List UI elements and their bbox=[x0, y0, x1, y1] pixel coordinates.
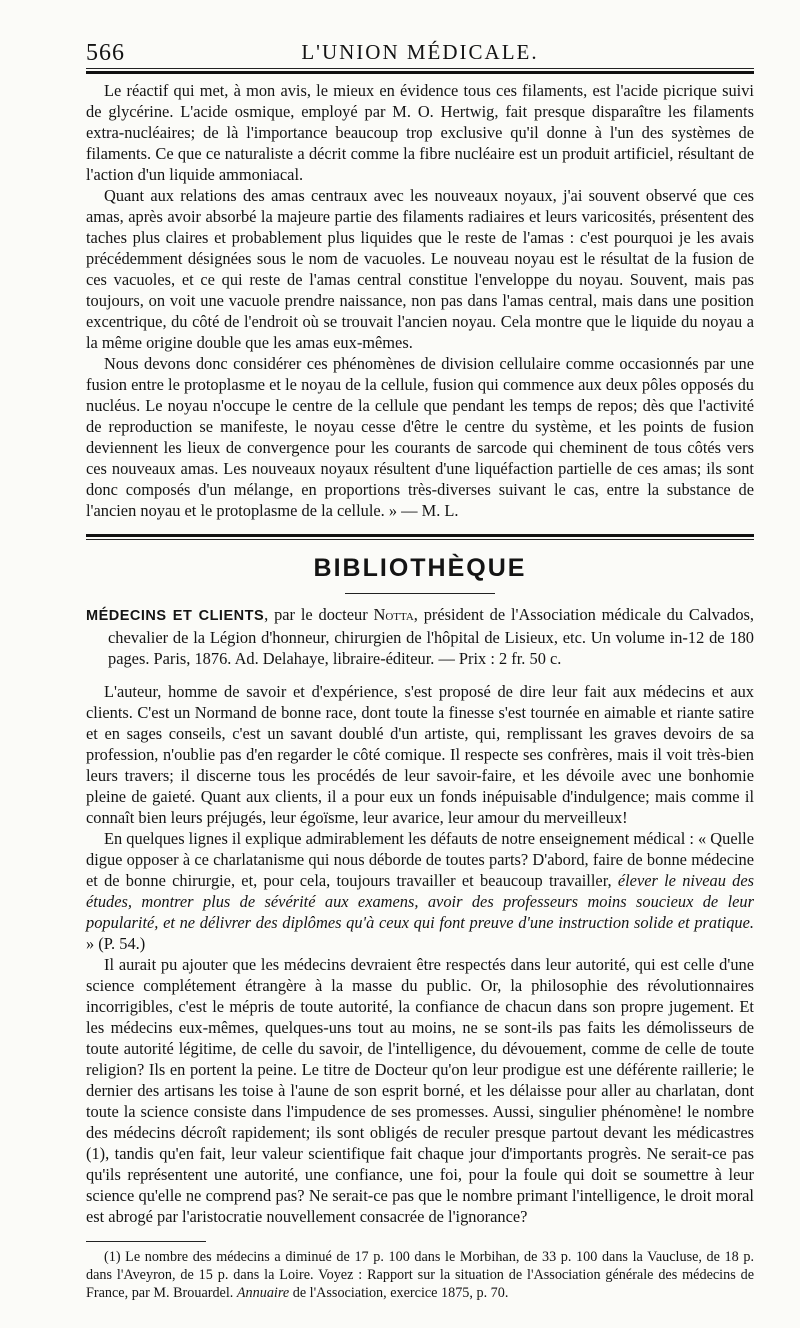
header-rule-thin bbox=[86, 68, 754, 69]
running-title: L'UNION MÉDICALE. bbox=[301, 40, 539, 64]
footnote-rule bbox=[86, 1241, 206, 1242]
article-paragraph: Quant aux relations des amas centraux avec les nouveaux noyaux, j'ai souvent observé que ces amas, après avoir absorbé la majeure partie des filaments radiaires et leurs varicosités, présentent des taches plus claires et probablement plus liquides que le reste de l'amas : c'est pourquoi je les avais précédemment désignées sous le nom de vacuoles. Le nouveau noyau est le résultat de la fusion de ces vacuoles, et ce qui reste de l'amas central constitue l'enveloppe du noyau. Souvent, mais pas toujours, on voit une vacuole prendre naissance, non pas dans l'amas central, mais dans une position excentrique, du côté de l'endroit où se trouvait l'ancien noyau. Cela montre que le liquide du noyau a la même origine double que les amas eux-mêmes. bbox=[86, 186, 754, 352]
section-heading bbox=[86, 554, 754, 583]
review-paragraph: Il aurait pu ajouter que les médecins devraient être respectés dans leur autorité, qui est celle d'une science complétement étrangère à la masse du public. Or, la philosophie des révolutionnaires incorrigibles, c'est le mépris de toute autorité, la confiance de chacun dans son propre jugement. Et les médecins eux-mêmes, quelques-uns tout au moins, ne se sont-ils pas faits les démolisseurs de toute autorité légitime, de celle du savoir, de l'intelligence, du dévouement, comme de celle de toute religion? Ils en portent la peine. Le titre de Docteur qu'on leur prodigue est une déférente raillerie; le dernier des artisans les toise à l'aune de son esprit borné, et les délaisse pour aller au charlatan, dont toute la science consiste dans l'impudence de ses promesses. Aussi, singulier phénomène! le nombre des médecins décroît rapidement; ils sont obligés de reculer presque partout devant les médicastres (1), tandis qu'en fait, leur valeur scientifique fait chaque jour d'importants progrès. Ne serait-ce pas qu'ils représentent une autorité, une confiance, une foi, pour la foule qui doit se soumettre à leur science qu'elle ne comprend pas? Ne serait-ce pas que le nombre primant l'intelligence, le droit moral est abrogé par l'aristocratie nouvellement consacrée de l'ignorance? bbox=[86, 955, 754, 1226]
review-text: En quelques lignes il explique admirablement les défauts de notre enseignement médical : « Quelle digue opposer à ce charlatanisme qui nous déborde de toutes parts? D'abord, faire de bonne médecine et de bonne chirurgie, et, pour cela, toujours travailler et beaucoup travailler, bbox=[86, 829, 754, 890]
review-quote-italic: élever le niveau des études, montrer plus de sévérité aux examens, avoir des professeurs moins soucieux de leur popularité, et ne délivrer des diplômes qu'à ceux qui font preuve d'une instruction solide et pratique. bbox=[86, 871, 754, 932]
footnote-text-end: de l'Association, exercice 1875, p. 70. bbox=[289, 1285, 509, 1301]
section-title-rule bbox=[345, 593, 495, 594]
book-details: , président de l'Association médicale du Calvados, chevalier de la Légion d'honneur, chirurgien de l'hôpital de Lisieux, etc. Un volume in-12 de 180 pages. Paris, 1876. Ad. Delahaye, libraire-éditeur. — Prix : 2 fr. 50 c. bbox=[108, 605, 755, 668]
book-details-prefix: , par le docteur bbox=[264, 605, 374, 624]
review-citation: » (P. 54.) bbox=[86, 934, 146, 953]
footnote-text: (1) Le nombre des médecins a diminué de 17 p. 100 dans le Morbihan, de 33 p. 100 dans la Vaucluse, de 18 p. dans l'Aveyron, de 15 p. dans la Loire. Voyez : Rapport sur la situation de l'Association générale des médecins de France, par M. Brouardel. bbox=[86, 1249, 754, 1301]
page-number: 566 bbox=[86, 40, 125, 66]
review-paragraph: L'auteur, homme de savoir et d'expérience, s'est proposé de dire leur fait aux médecins et aux clients. C'est un Normand de bonne race, dont toute la finesse s'est tournée en aimable et riante satire et en sages conseils, c'est un savant doublé d'un artiste, qui, remplissant les graves devoirs de sa profession, n'oublie pas d'en regarder le côté comique. Il respecte ses confrères, mais il voit très-bien leurs travers; il discerne tous les procédés de leur savoir-faire, et les dévoile avec une bonhomie pleine de gaieté. Quant aux clients, il a pour eux un fonds inépuisable d'indulgence; mais comme il connaît bien leurs préjugés, leur égoïsme, leur avarice, leur amour du merveilleux! bbox=[86, 682, 754, 827]
header-rule-thick bbox=[86, 71, 754, 74]
footnote bbox=[86, 1248, 754, 1302]
article-paragraph: Nous devons donc considérer ces phénomènes de division cellulaire comme occasionnés par une fusion entre le protoplasme et le noyau de la cellule, fusion qui commence aux deux pôles opposés du nucléus. Le noyau n'occupe le centre de la cellule que pendant les temps de repos; dès que l'activité de reproduction se manifeste, le noyau cesse d'être le centre du système, et les points de fusion deviennent les lieux de convergence pour les courants de sarcode qui cheminent de tous côtés vers ces nouveaux amas. Les nouveaux noyaux résultent d'une liquéfaction partielle de ces amas; ils sont donc composés d'un mélange, en proportions très-diverses suivant le cas, entre la substance de l'ancien noyau et le protoplasme de la cellule. » — M. L. bbox=[86, 354, 754, 520]
book-title: MÉDECINS ET CLIENTS bbox=[86, 608, 265, 624]
section-separator bbox=[86, 534, 754, 540]
review-paragraph bbox=[86, 828, 754, 954]
section-title: BIBLIOTHÈQUE bbox=[313, 554, 527, 582]
article-paragraph: Le réactif qui met, à mon avis, le mieux en évidence tous ces filaments, est l'acide picrique suivi de glycérine. L'acide osmique, employé par M. O. Hertwig, fait presque disparaître les filaments extra-nucléaires; de là l'importance beaucoup trop exclusive qu'il donne à l'un des systèmes de filaments. Ce que ce naturaliste a décrit comme la fibre nucléaire est un produit artificiel, résultant de l'action d'un liquide ammoniacal. bbox=[86, 81, 754, 184]
book-reference bbox=[86, 604, 754, 669]
article-continuation bbox=[86, 80, 754, 521]
book-author: Notta bbox=[373, 605, 414, 624]
footnote-italic: Annuaire bbox=[236, 1285, 290, 1301]
page-header bbox=[86, 0, 754, 68]
